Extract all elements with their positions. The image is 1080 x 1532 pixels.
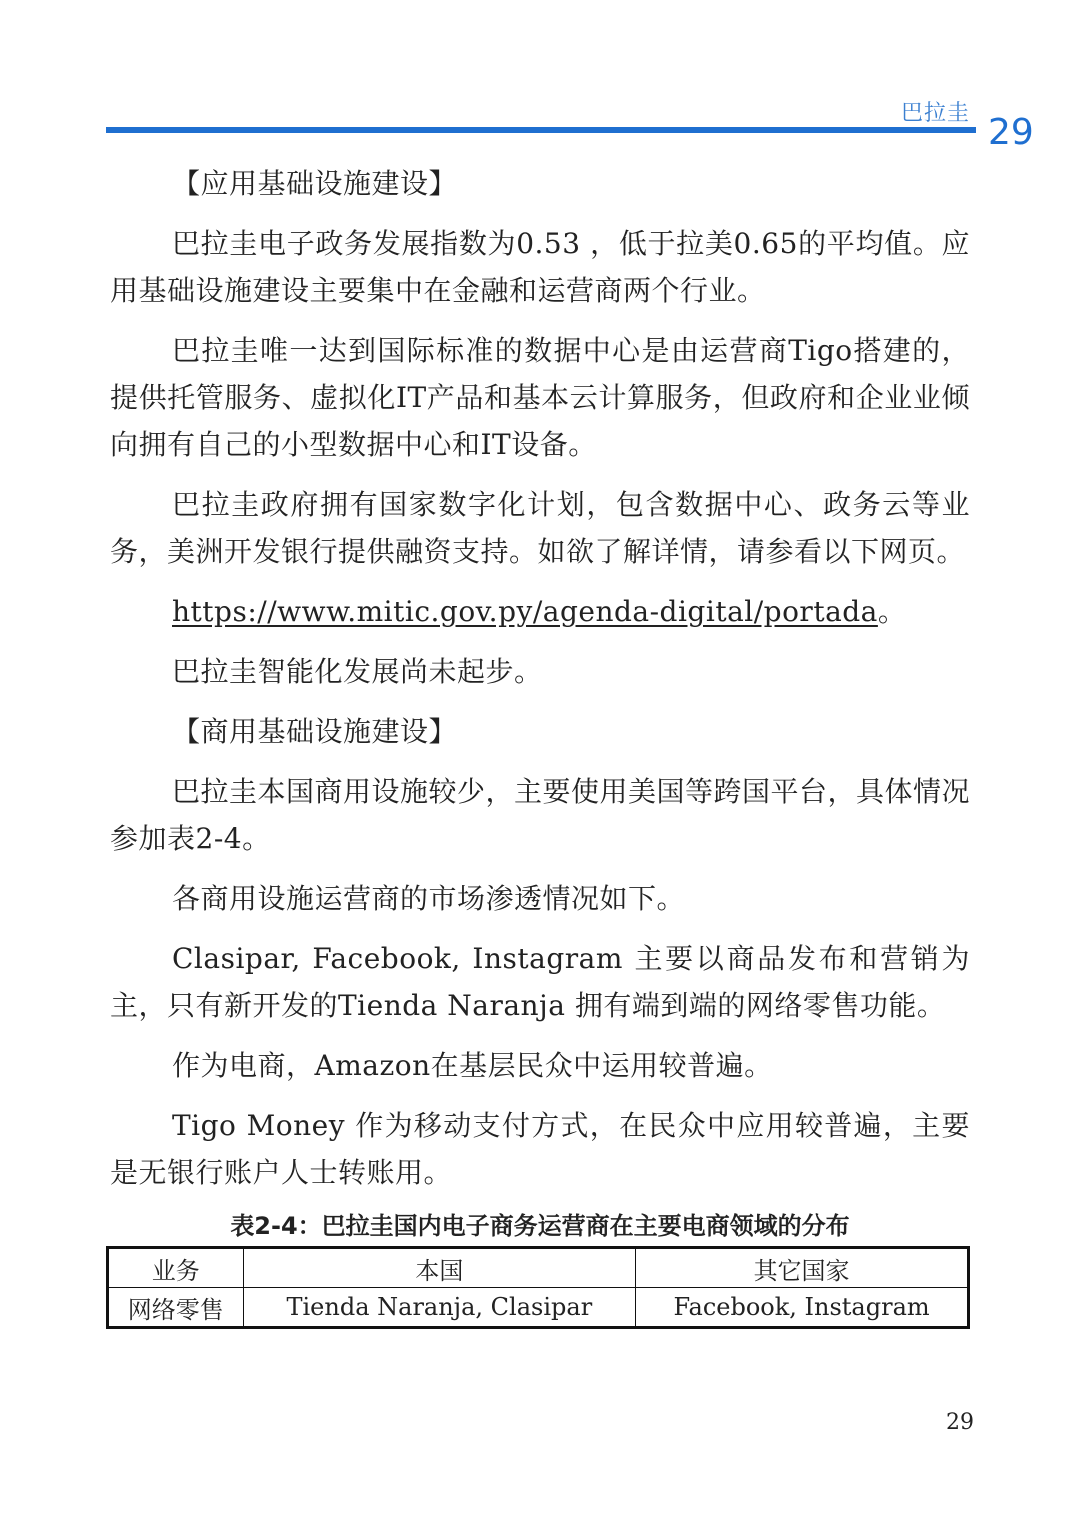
paragraph-link <box>110 588 970 635</box>
footer-page-number: 29 <box>946 1410 974 1435</box>
page-content <box>110 160 970 1329</box>
paragraph-digital-plan: 巴拉圭政府拥有国家数字化计划，包含数据中心、政务云等业务，美洲开发银行提供融资支持。如欲了解详情，请参看以下网页。 <box>110 488 970 568</box>
paragraph-egov-index: 巴拉圭电子政务发展指数为0.53 ，低于拉美0.65的平均值。应用基础设施建设主要集中在金融和运营商两个行业。 <box>110 227 970 307</box>
table-cell: 网络零售 <box>108 1288 244 1328</box>
paragraph-market-penetration: 各商用设施运营商的市场渗透情况如下。 <box>172 882 686 915</box>
table-cell: Tienda Naranja, Clasipar <box>243 1288 636 1328</box>
header-page-number: 29 <box>988 112 1034 153</box>
ecommerce-distribution-table <box>106 1246 970 1329</box>
table-header-cell: 其它国家 <box>636 1248 969 1288</box>
paragraph-platforms: Clasipar, Facebook, Instagram 主要以商品发布和营销为主，只有新开发的Tienda Naranja 拥有端到端的网络零售功能。 <box>110 942 970 1022</box>
chapter-label: 巴拉圭 <box>900 101 970 126</box>
header-rule <box>106 127 976 133</box>
link-suffix: 。 <box>877 595 907 628</box>
paragraph-tigo-money: Tigo Money 作为移动支付方式，在民众中应用较普遍，主要是无银行账户人士转账用。 <box>110 1109 970 1189</box>
paragraph-smart-development: 巴拉圭智能化发展尚未起步。 <box>172 655 543 688</box>
table-header-cell: 本国 <box>243 1248 636 1288</box>
table-row <box>108 1288 969 1328</box>
paragraph-data-center: 巴拉圭唯一达到国际标准的数据中心是由运营商Tigo搭建的，提供托管服务、虚拟化IT产品和基本云计算服务，但政府和企业业倾向拥有自己的小型数据中心和IT设备。 <box>110 334 970 461</box>
agenda-digital-link[interactable]: https://www.mitic.gov.py/agenda-digital/portada <box>172 595 878 628</box>
section-heading-commercial: 【商用基础设施建设】 <box>172 715 458 748</box>
table-title: 表2-4：巴拉圭国内电子商务运营商在主要电商领域的分布 <box>230 1212 850 1240</box>
paragraph-commercial-facilities: 巴拉圭本国商用设施较少，主要使用美国等跨国平台，具体情况参加表2-4。 <box>110 775 971 855</box>
section-heading-application: 【应用基础设施建设】 <box>172 167 458 200</box>
paragraph-amazon: 作为电商，Amazon在基层民众中运用较普遍。 <box>172 1049 773 1082</box>
table-header-row <box>108 1248 969 1288</box>
table-cell: Facebook, Instagram <box>636 1288 969 1328</box>
table-header-cell: 业务 <box>108 1248 244 1288</box>
